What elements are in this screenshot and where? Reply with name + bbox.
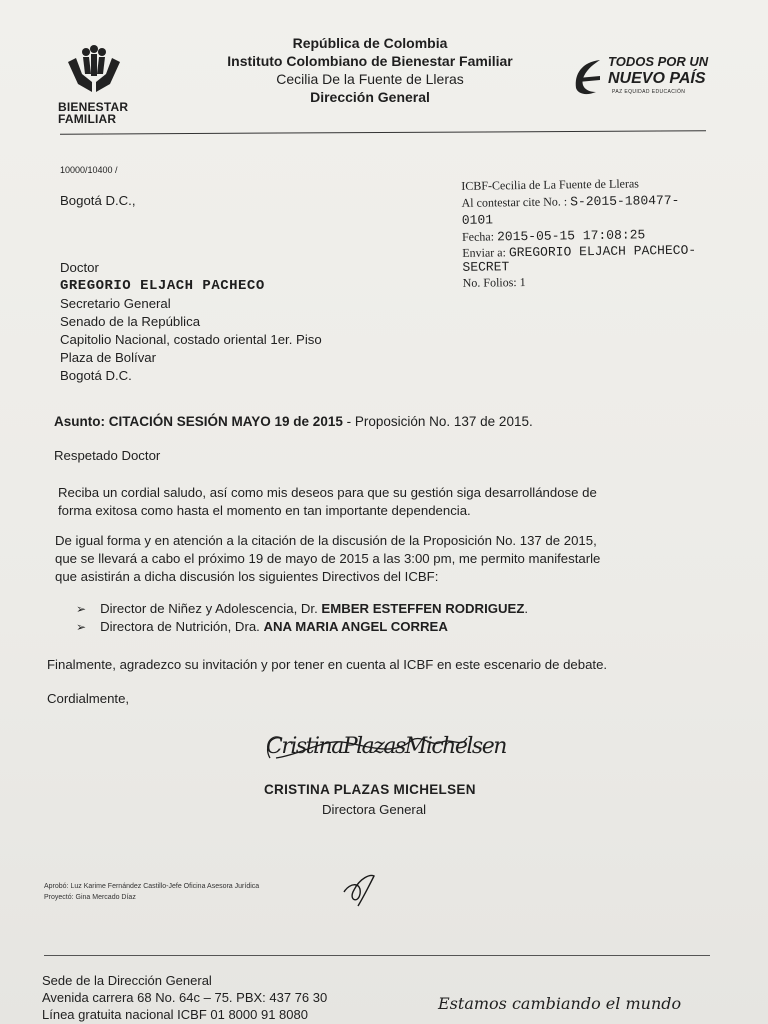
header-country: República de Colombia [292,35,448,51]
attendee-1-prefix: Director de Niñez y Adolescencia, Dr. [100,601,322,616]
letterhead [200,34,540,106]
arrow-bullet-icon: ➢ [76,602,87,616]
footer-line3: Línea gratuita nacional ICBF 01 8000 91 8080 [42,1007,308,1022]
signer-name: CRISTINA PLAZAS MICHELSEN [264,782,476,797]
header-divider [60,130,706,134]
recipient-address1: Capitolio Nacional, costado oriental 1er. Piso [60,332,322,347]
logo-slogan-line1: TODOS POR UN [608,54,709,69]
recipient-address2: Plaza de Bolívar [60,350,157,365]
handwritten-signature [262,728,506,772]
stamp-send-value-cont: SECRET [462,259,510,275]
signature-text: CristinaPlazasMichelsen [266,734,506,759]
attendee-2-prefix: Directora de Nutrición, Dra. [100,619,264,634]
recipient-name: GREGORIO ELJACH PACHECO [60,278,265,294]
paragraph-greeting [58,484,718,520]
logo-slogan-line3: PAZ EQUIDAD EDUCACIÓN [612,89,686,95]
stamp-cite-label: Al contestar cite No. : [461,194,568,210]
todos-por-un-nuevo-pais-logo [570,52,720,100]
subject-line [54,413,533,431]
stamp-send-label: Enviar a: [462,245,507,260]
footer-address [42,972,327,1023]
stamp-institution: ICBF-Cecilia de La Fuente de Lleras [461,176,640,193]
subject-rest: - Proposición No. 137 de 2015. [342,414,533,429]
attendee-2-name: ANA MARIA ANGEL CORREA [263,619,448,634]
footer-slogan: Estamos cambiando el mundo [438,994,682,1013]
recipient-position: Secretario General [60,296,171,311]
paragraph-greeting-line1: Reciba un cordial saludo, así como mis deseos para que su gestión siga desarrollándose de [58,485,597,500]
reference-number: 10000/10400 / [60,165,118,175]
swoosh-icon [570,54,606,98]
logo-slogan-line2: NUEVO PAÍS [608,70,706,87]
header-institute: Instituto Colombiano de Bienestar Familiar [227,53,513,69]
hands-family-icon [64,44,124,96]
attendee-1-suffix: . [524,601,529,616]
recipient-block [60,259,322,385]
stamp-send-value: GREGORIO ELJACH PACHECO- [508,242,697,261]
initials-mark-icon [340,870,380,910]
recipient-organization: Senado de la República [60,314,201,329]
logo-text-line1: BIENESTAR [58,100,129,114]
stamp-date-label: Fecha: [461,229,495,244]
closing: Cordialmente, [47,691,130,706]
header-department: Dirección General [310,89,430,105]
logo-text-line2: FAMILIAR [58,112,117,126]
list-item [76,600,528,618]
signer-title: Directora General [322,802,427,817]
bienestar-familiar-logo [58,44,134,128]
salutation: Respetado Doctor [54,448,161,463]
footer-line1: Sede de la Dirección General [42,973,212,988]
paragraph-citation-line1: De igual forma y en atención a la citación de la discusión de la Proposición No. 137 de 2015, [55,533,597,548]
subject-bold: CITACIÓN SESIÓN MAYO 19 de 2015 [108,414,343,429]
footer-divider [44,955,710,956]
attendee-1-name: EMBER ESTEFFEN RODRIGUEZ [321,601,525,616]
footer-line2: Avenida carrera 68 No. 64c – 75. PBX: 437 76 30 [42,990,328,1005]
filing-stamp [461,174,733,292]
paragraph-citation-line2: que se llevará a cabo el próximo 19 de mayo de 2015 a las 3:00 pm, me permito manifestarle [55,551,601,566]
stamp-folios: No. Folios: 1 [462,275,526,290]
stamp-cite-value-cont: 0101 [461,212,494,228]
closing-paragraph: Finalmente, agradezco su invitación y por tener en cuenta al ICBF en este escenario de debate. [47,657,608,672]
header-subtitle: Cecilia De la Fuente de Lleras [276,71,464,87]
stamp-date-value: 2015-05-15 17:08:25 [496,227,646,245]
subject-label: Asunto: [54,414,105,429]
attendees-list [76,600,528,636]
arrow-bullet-icon: ➢ [76,620,87,634]
approvals-block [44,881,259,903]
approved-by: Aprobó: Luz Karime Fernández Castillo-Jefe Oficina Asesora Jurídica [44,883,260,890]
paragraph-citation [55,532,720,586]
stamp-cite-value: S-2015-180477- [570,192,680,210]
list-item [76,618,528,636]
city-line: Bogotá D.C., [60,193,136,208]
recipient-city: Bogotá D.C. [60,368,132,383]
recipient-title: Doctor [60,260,99,275]
projected-by: Proyectó: Gina Mercado Díaz [44,894,136,901]
paragraph-citation-line3: que asistirán a dicha discusión los siguientes Directivos del ICBF: [55,569,439,584]
paragraph-greeting-line2: forma exitosa como hasta el momento en tan importante dependencia. [58,503,471,518]
